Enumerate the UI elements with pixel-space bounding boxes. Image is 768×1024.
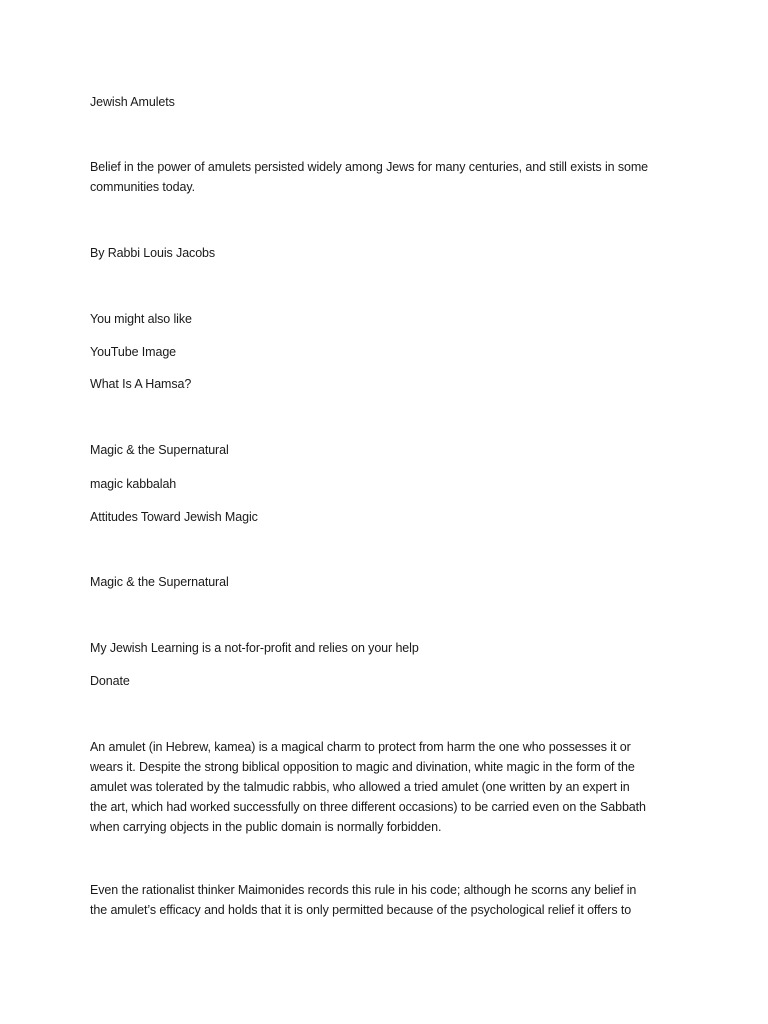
byline: By Rabbi Louis Jacobs: [90, 246, 216, 260]
paragraph-line: amulet was tolerated by the talmudic rabbis, who allowed a tried amulet (one written by an expert in: [90, 780, 630, 794]
related-link-hamsa[interactable]: What Is A Hamsa?: [90, 377, 192, 391]
donate-link[interactable]: Donate: [90, 674, 130, 688]
paragraph-line: wears it. Despite the strong biblical opposition to magic and divination, white magic in the form of the: [90, 760, 635, 774]
related-heading: You might also like: [90, 312, 192, 326]
body-paragraph-2: [90, 880, 680, 920]
paragraph-line: Even the rationalist thinker Maimonides records this rule in his code; although he scorns any belief in: [90, 883, 637, 897]
document-title: Jewish Amulets: [90, 95, 175, 109]
subtitle-line: Belief in the power of amulets persisted widely among Jews for many centuries, and still exists in some: [90, 160, 649, 174]
related-image-alt-2: magic kabbalah: [90, 477, 177, 491]
related-image-alt: YouTube Image: [90, 345, 177, 359]
related-category[interactable]: Magic & the Supernatural: [90, 443, 229, 457]
donate-message: My Jewish Learning is a not-for-profit and relies on your help: [90, 641, 419, 655]
paragraph-line: the art, which had worked successfully on three different occasions) to be carried even on the Sabbath: [90, 800, 646, 814]
subtitle-line: communities today.: [90, 180, 195, 194]
body-paragraph-1: [90, 737, 680, 837]
paragraph-line: An amulet (in Hebrew, kamea) is a magical charm to protect from harm the one who possesses it or: [90, 740, 631, 754]
paragraph-line: the amulet’s efficacy and holds that it is only permitted because of the psychological relief it offers to: [90, 903, 632, 917]
related-category-2[interactable]: Magic & the Supernatural: [90, 575, 229, 589]
document-subtitle: [90, 157, 680, 197]
related-link-magic[interactable]: Attitudes Toward Jewish Magic: [90, 510, 258, 524]
paragraph-line: when carrying objects in the public domain is normally forbidden.: [90, 820, 442, 834]
